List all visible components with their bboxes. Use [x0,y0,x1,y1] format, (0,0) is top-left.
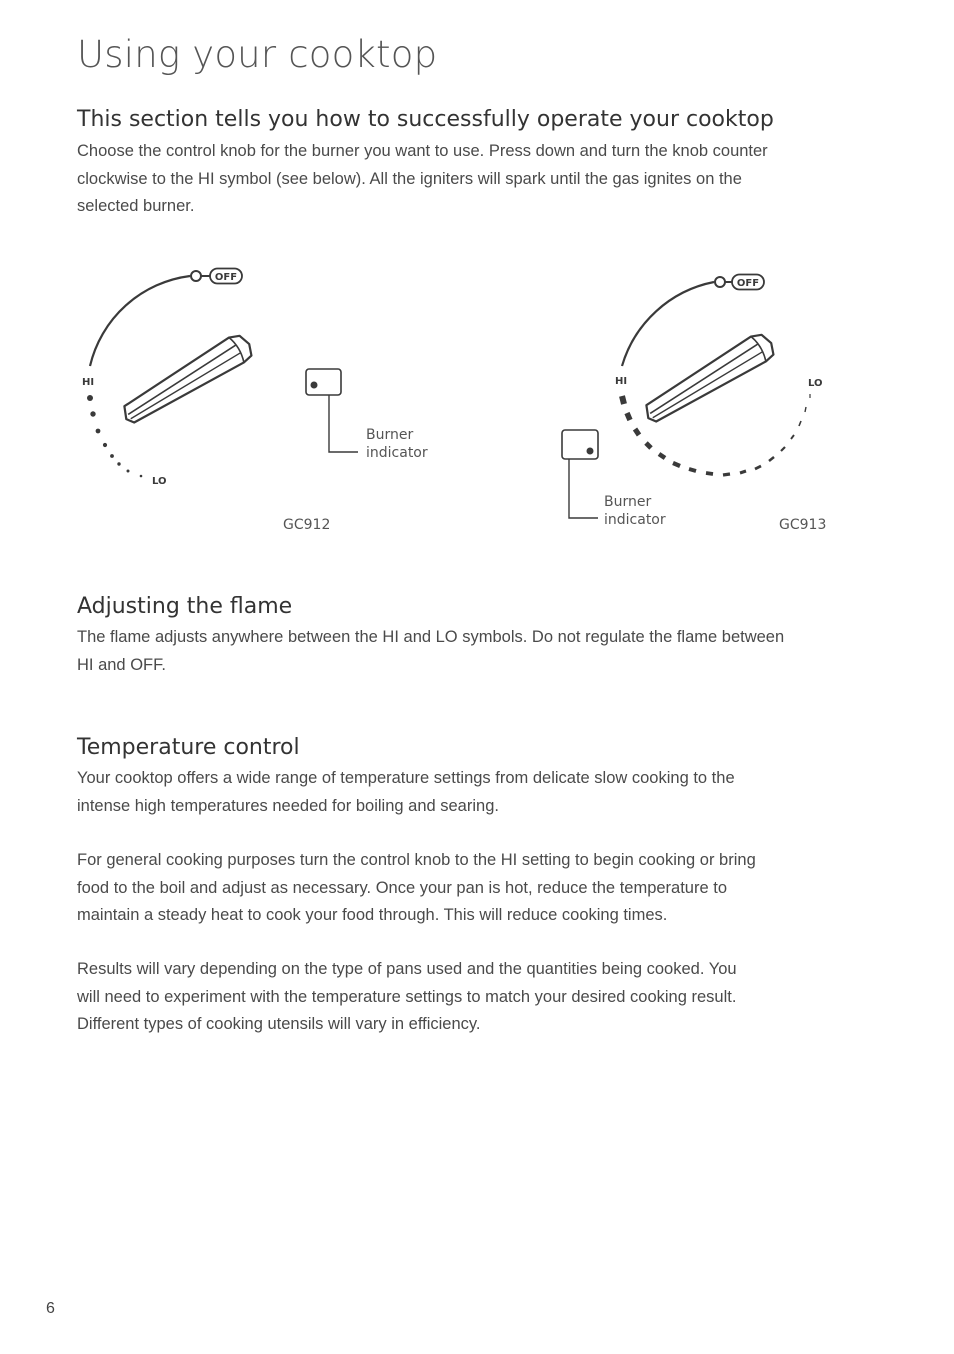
operate-heading: This section tells you how to successfully operate your cooktop [77,107,774,132]
indicator-leader-line [329,395,358,452]
off-label: OFF [736,278,760,289]
temperature-paragraph-3 [77,956,907,1039]
text-line: maintain a steady heat to cook your food through. This will reduce cooking times. [77,906,668,924]
text-line: Results will vary depending on the type of pans used and the quantities being cooked. You [77,960,737,978]
page-title: Using your cooktop [77,33,438,76]
lo-label: LO [808,378,823,389]
knob-diagram [0,230,954,550]
off-label: OFF [214,272,238,283]
text-line: will need to experiment with the temperature settings to match your desired cooking result. [77,987,737,1006]
model-label: GC913 [779,517,827,533]
model-label: GC912 [283,517,331,533]
temperature-paragraph-2 [77,847,907,930]
indicator-label: indicator [604,512,666,528]
operate-paragraph [77,138,907,221]
text-line: intense high temperatures needed for boiling and searing. [77,796,499,815]
dial-arc [622,282,714,366]
indicator-label: Burner [366,427,414,443]
dial-arc [90,276,190,366]
hi-label: HI [82,377,95,388]
text-line: selected burner. [77,197,195,215]
text-line: For general cooking purposes turn the control knob to the HI setting to begin cooking or bring [77,851,756,869]
text-line: Choose the control knob for the burner you want to use. Press down and turn the knob counter [77,142,768,160]
text-line: Different types of cooking utensils will vary in efficiency. [77,1015,481,1033]
lo-label: LO [152,476,167,487]
off-marker-icon [715,277,725,287]
flame-heading: Adjusting the flame [77,594,293,619]
text-line: HI and OFF. [77,655,166,674]
text-line: Your cooktop offers a wide range of temperature settings from delicate slow cooking to the [77,769,735,787]
temperature-paragraph-1 [77,765,907,820]
knob-diagram-gc913 [562,275,826,534]
indicator-leader-line [569,459,598,518]
indicator-label: Burner [604,494,652,510]
page-number: 6 [46,1300,55,1317]
indicator-label: indicator [366,445,428,461]
text-line: clockwise to the HI symbol (see below). All the igniters will spark until the gas ignites on the [77,169,742,188]
knob-handle-icon [640,329,778,428]
text-line: The flame adjusts anywhere between the HI and LO symbols. Do not regulate the flame between [77,628,785,646]
burner-indicator-icon [306,369,341,395]
hi-label: HI [615,376,628,387]
burner-indicator-icon [562,430,598,459]
knob-diagram-gc912 [82,269,428,534]
text-line: food to the boil and adjust as necessary. Once your pan is hot, reduce the temperature to [77,878,728,897]
flame-paragraph [77,624,907,679]
off-marker-icon [191,271,201,281]
temperature-heading: Temperature control [77,735,300,760]
knob-handle-icon [118,330,256,429]
